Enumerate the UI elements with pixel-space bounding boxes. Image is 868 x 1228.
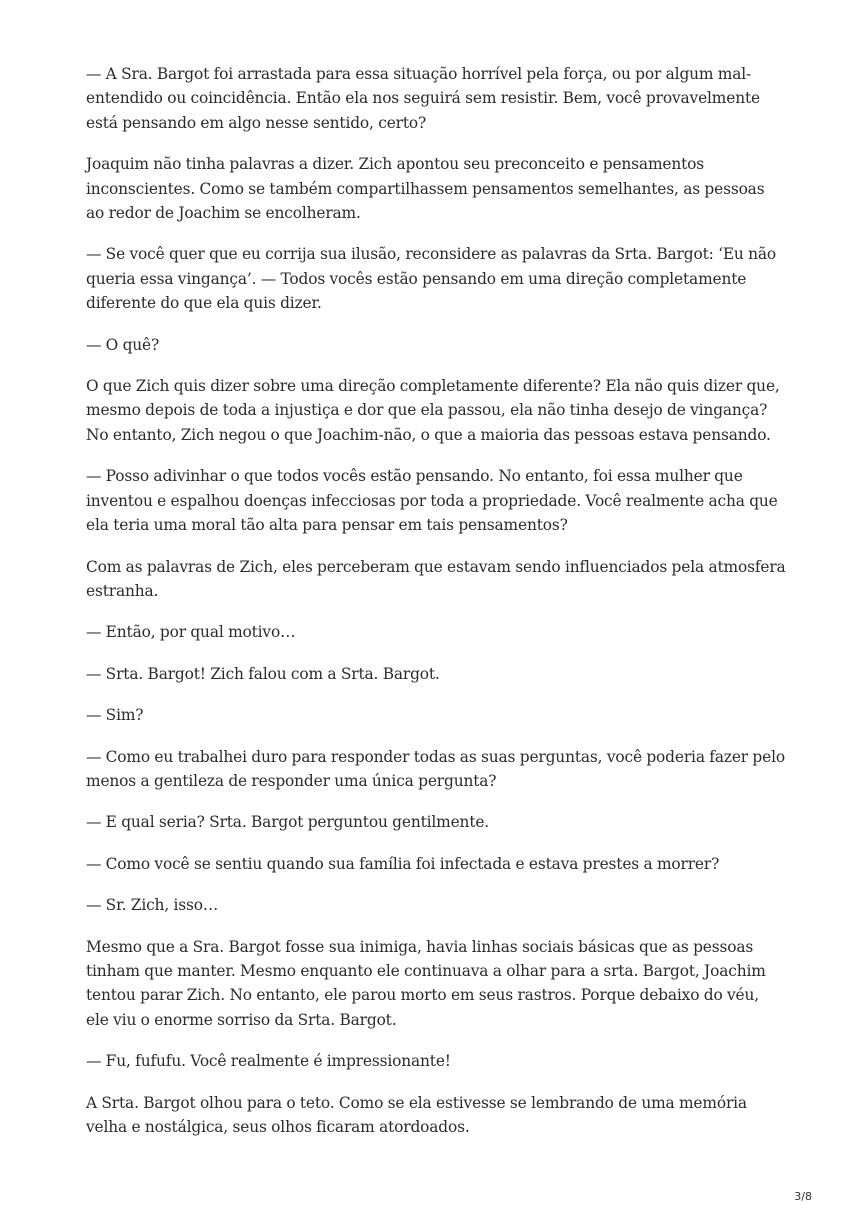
paragraph: Joaquim não tinha palavras a dizer. Zich apontou seu preconceito e pensamentos inconscientes. Como se também compartilhassem pensamentos semelhantes, as pessoas ao redor de Joachim se encolheram. bbox=[86, 155, 765, 223]
paragraph: Com as palavras de Zich, eles perceberam que estavam sendo influenciados pela atmosfera estranha. bbox=[86, 557, 786, 600]
paragraph: — Sr. Zich, isso… bbox=[86, 896, 219, 915]
paragraph: — Se você quer que eu corrija sua ilusão, reconsidere as palavras da Srta. Bargot: ‘Eu não queria essa vingança’. — Todos vocês estão pensando em uma direção completamente diferente do que ela quis dizer. bbox=[86, 245, 777, 313]
paragraph: — Srta. Bargot! Zich falou com a Srta. Bargot. bbox=[86, 664, 440, 683]
paragraph: — Então, por qual motivo… bbox=[86, 623, 296, 642]
page-number: 3/8 bbox=[794, 1190, 812, 1203]
paragraph: — A Sra. Bargot foi arrastada para essa situação horrível pela força, ou por algum mal-entendido ou coincidência. Então ela nos seguirá sem resistir. Bem, você provavelmente está pensando em algo nesse sentido, certo? bbox=[86, 65, 760, 132]
paragraph: — Como eu trabalhei duro para responder todas as suas perguntas, você poderia fazer pelo menos a gentileza de responder uma única pergunta? bbox=[86, 747, 785, 790]
document-body bbox=[86, 62, 786, 1156]
paragraph: — O quê? bbox=[86, 335, 160, 354]
paragraph: A Srta. Bargot olhou para o teto. Como se ela estivesse se lembrando de uma memória velha e nostálgica, seus olhos ficaram atordoados. bbox=[86, 1093, 747, 1136]
paragraph: — Fu, fufufu. Você realmente é impressionante! bbox=[86, 1052, 451, 1071]
paragraph: O que Zich quis dizer sobre uma direção completamente diferente? Ela não quis dizer que, mesmo depois de toda a injustiça e dor que ela passou, ela não tinha desejo de vingança? No entanto, Zich negou o que Joachim-não, o que a maioria das pessoas estava pensando. bbox=[86, 377, 780, 444]
paragraph: — Posso adivinhar o que todos vocês estão pensando. No entanto, foi essa mulher que inventou e espalhou doenças infecciosas por toda a propriedade. Você realmente acha que ela teria uma moral tão alta para pensar em tais pensamentos? bbox=[86, 467, 778, 535]
paragraph: — Sim? bbox=[86, 706, 144, 725]
paragraph: Mesmo que a Sra. Bargot fosse sua inimiga, havia linhas sociais básicas que as pessoas tinham que manter. Mesmo enquanto ele continuava a olhar para a srta. Bargot, Joachim tentou parar Zich. No entanto, ele parou morto em seus rastros. Porque debaixo do véu, ele viu o enorme sorriso da Srta. Bargot. bbox=[86, 937, 766, 1029]
paragraph: — E qual seria? Srta. Bargot perguntou gentilmente. bbox=[86, 813, 490, 832]
paragraph: — Como você se sentiu quando sua família foi infectada e estava prestes a morrer? bbox=[86, 854, 720, 873]
